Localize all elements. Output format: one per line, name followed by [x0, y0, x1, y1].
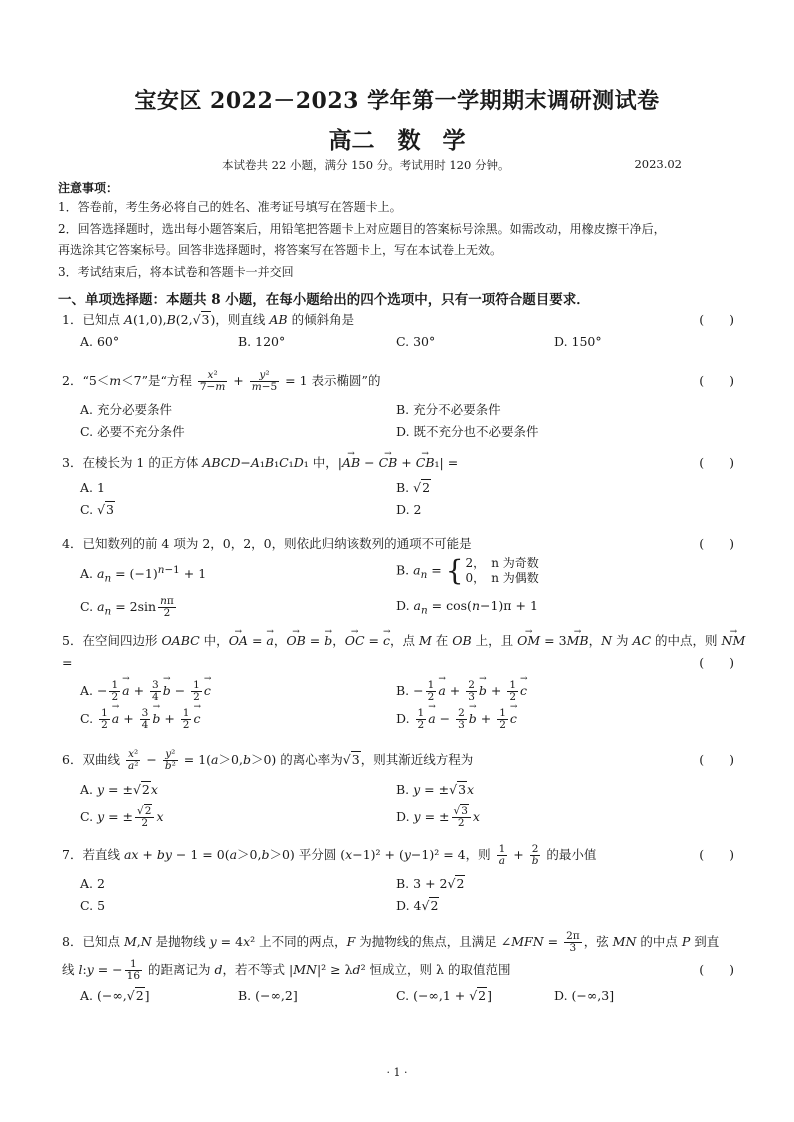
option-d: D. 2: [396, 502, 422, 517]
option-c: C. √ 3: [80, 502, 115, 517]
option-b: B. y = ±√ 3x: [396, 782, 474, 797]
question-stem-cont: 线 l:y = − $\frac{1}{16}$ 的距离记为 d，若不等式 |MN|² ≥ λd² 恒成立，则 λ 的取值范围 ( ): [62, 958, 734, 982]
option-c: C. (−∞,1 + √ 2]: [396, 988, 492, 1003]
answer-paren: ( ): [699, 536, 734, 551]
question-6: [62, 746, 738, 774]
option-b: B. $a_n$ = { 2， n 为奇数 0， n 为偶数: [396, 554, 539, 587]
question-stem: 5．在空间四边形 OABC 中，→ OA = → a，→ OB = → b，→ OC = → c，点 M 在 OB 上，且 → OM = 3→ MB，N 为 AC 的中点，则 → NM: [62, 630, 738, 652]
question-7: [62, 842, 738, 868]
option-b: B. √ 2: [396, 480, 431, 495]
question-1: [62, 309, 738, 331]
page-number: · 1 ·: [386, 1066, 408, 1079]
page-subtitle: 高二 数 学: [328, 127, 466, 154]
option-d: D. 既不充分也不必要条件: [396, 424, 539, 439]
note-item: 2．回答选择题时，选出每小题答案后，用铅笔把答题卡上对应题目的答案标号涂黑。如需改动，用橡皮擦干净后，: [58, 222, 666, 236]
question-stem: 1．已知点 A(1,0),B(2,√ 3)，则直线 AB 的倾斜角是 ( ): [62, 309, 738, 331]
answer-paren: ( ): [699, 655, 734, 670]
question-stem: 4．已知数列的前 4 项为 2，0，2，0，则依此归纳该数列的通项不可能是 ( ): [62, 533, 738, 555]
option-b: B. − $\frac{1}{2}$ → a + $\frac{2}{3}$ → b + $\frac{1}{2}$ → c: [396, 680, 527, 703]
question-stem: 7．若直线 ax + by − 1 = 0(a＞0,b＞0) 平分圆 (x−1)² + (y−1)² = 4，则 $\frac{1}{a}$ + $\frac{2}{b}$ 的最小值 ( ): [62, 843, 734, 867]
option-c: C. $\frac{1}{2}$ → a + $\frac{3}{4}$ → b + $\frac{1}{2}$ → c: [80, 708, 200, 731]
question-4: [62, 533, 738, 555]
option-d: D. 150°: [554, 334, 602, 349]
answer-paren: ( ): [699, 312, 734, 327]
option-a: A. 充分必要条件: [80, 402, 172, 417]
question-stem: 3．在棱长为 1 的正方体 ABCD−A₁B₁C₁D₁ 中，|→ AB − → CB + → CB₁| = ( ): [62, 452, 738, 474]
answer-paren: ( ): [699, 962, 734, 977]
answer-paren: ( ): [699, 752, 734, 767]
exam-meta: [222, 157, 692, 173]
answer-paren: ( ): [699, 455, 734, 470]
option-c: C. 5: [80, 898, 106, 913]
exam-date: 2023.02: [634, 157, 682, 171]
answer-paren: ( ): [699, 373, 734, 388]
option-b: B. 充分不必要条件: [396, 402, 501, 417]
option-a: A. (−∞,√ 2]: [80, 988, 150, 1003]
option-c: C. 必要不充分条件: [80, 424, 185, 439]
exam-info: 本试卷共 22 小题，满分 150 分。考试用时 120 分钟。: [222, 158, 510, 172]
option-a: A. y = ±√ 2x: [80, 782, 158, 797]
question-3: [62, 452, 738, 474]
question-5: [62, 630, 746, 674]
option-d: D. $\frac{1}{2}$ → a − $\frac{2}{3}$ → b + $\frac{1}{2}$ → c: [396, 708, 517, 731]
option-d: D. 4√ 2: [396, 898, 439, 913]
notes-title: 注意事项：: [58, 181, 119, 195]
option-b: B. 3 + 2√ 2: [396, 876, 465, 891]
page-title: 宝安区 2022－2023 学年第一学期期末调研测试卷: [134, 88, 660, 114]
note-item: 3．考试结束后，将本试卷和答题卡一并交回: [58, 265, 294, 279]
option-a: A. 1: [80, 480, 105, 495]
question-2: [62, 368, 738, 394]
option-c: C. 30°: [396, 334, 436, 349]
question-stem-cont: = ( ): [62, 652, 738, 674]
question-stem: 2．“5＜m＜7”是“方程 $\frac{\text{x²}}{7-m}$ + $\frac{\text{y²}}{m-5}$ = 1 表示椭圆”的 ( ): [62, 369, 734, 393]
note-item: 再选涂其它答案标号。回答非选择题时，将答案写在答题卡上，写在本试卷上无效。: [58, 243, 503, 257]
note-item: 1．答卷前，考生务必将自己的姓名、准考证号填写在答题卡上。: [58, 200, 402, 214]
option-a: A. $a_n = (-1)^{n-1} + 1$: [80, 564, 207, 585]
option-c: C. y = ± √ $\frac{2}{2}$ x: [80, 806, 164, 829]
question-stem: 6．双曲线 $\frac{\text{x²}}{\text{a²}}$ − $\frac{\text{y²}}{\text{b²}}$ = 1(a＞0,b＞0) 的离心率为√ 3，则其渐近线方程为 ( ): [62, 746, 738, 774]
option-a: A. 2: [80, 876, 105, 891]
section-title: 一、单项选择题：本题共 8 小题，在每小题给出的四个选项中，只有一项符合题目要求．: [58, 292, 590, 308]
option-c: C. $a_n = 2\sin$ $\frac{n\pi}{2}$: [80, 595, 174, 619]
option-b: B. 120°: [238, 334, 286, 349]
option-d: D. (−∞,3]: [554, 988, 615, 1003]
question-8: [62, 928, 738, 984]
question-stem: 8．已知点 M,N 是抛物线 y = 4x² 上不同的两点，F 为抛物线的焦点，且满足 ∠MFN = $\frac{2\pi}{3}$ ，弦 MN 的中点 P 到直: [62, 930, 720, 954]
answer-paren: ( ): [699, 847, 734, 862]
option-d: D. y = ± √ $\frac{3}{2}$ x: [396, 806, 480, 829]
option-a: A. − $\frac{1}{2}$ → a + $\frac{3}{4}$ → b − $\frac{1}{2}$ → c: [80, 680, 211, 703]
option-a: A. 60°: [80, 334, 120, 349]
option-b: B. (−∞,2]: [238, 988, 298, 1003]
option-d: D. $a_n = \cos(n-1)\pi + 1$: [396, 598, 538, 617]
